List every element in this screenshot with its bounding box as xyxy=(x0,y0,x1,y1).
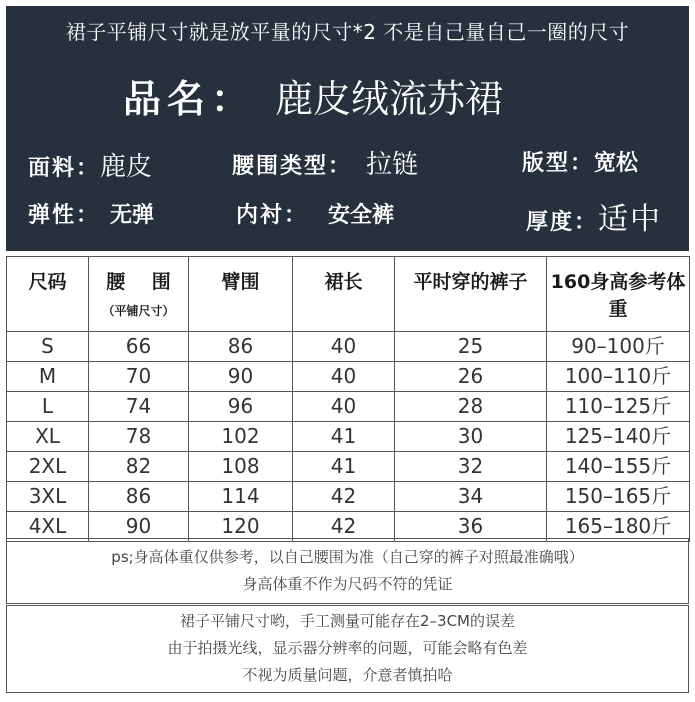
waist-cell: 66 xyxy=(89,332,189,362)
pants-cell: 34 xyxy=(395,482,547,512)
table-row xyxy=(7,512,690,542)
size-cell: XL xyxy=(7,422,89,452)
lining-value: 安全裤 xyxy=(328,203,395,228)
thickness-label: 厚度： xyxy=(526,210,599,235)
length-cell: 42 xyxy=(293,482,395,512)
hip-cell: 114 xyxy=(189,482,293,512)
waist-cell: 78 xyxy=(89,422,189,452)
waist-cell: 90 xyxy=(89,512,189,542)
waist-cell: 74 xyxy=(89,392,189,422)
product-header-panel xyxy=(6,6,689,251)
table-row xyxy=(7,362,690,392)
pants-cell: 25 xyxy=(395,332,547,362)
table-row xyxy=(7,452,690,482)
size-column-header: 尺码 xyxy=(7,257,89,332)
hip-cell: 86 xyxy=(189,332,293,362)
disclaimer-line: 不视为质量问题，介意者慎拍哈 xyxy=(242,666,453,684)
pants-size-column-header: 平时穿的裤子 xyxy=(395,257,547,332)
waist-column-header xyxy=(89,257,189,332)
product-name-label: 品名： xyxy=(123,77,256,121)
product-name xyxy=(123,68,503,123)
size-cell: 2XL xyxy=(7,452,89,482)
waist-cell: 82 xyxy=(89,452,189,482)
elasticity-value: 无弹 xyxy=(110,203,155,228)
pants-cell: 26 xyxy=(395,362,547,392)
length-cell: 41 xyxy=(293,422,395,452)
hip-cell: 90 xyxy=(189,362,293,392)
fabric-attribute xyxy=(28,146,152,183)
flat-measure-note: 裙子平铺尺寸就是放平量的尺寸*2 不是自己量自己一圈的尺寸 xyxy=(65,20,630,44)
waist-type-value: 拉链 xyxy=(366,150,419,180)
weight-cell: 100–110斤 xyxy=(547,362,690,392)
hip-cell: 120 xyxy=(189,512,293,542)
reference-note-line: 身高体重不作为尺码不符的凭证 xyxy=(242,575,453,593)
fit-label: 版型： xyxy=(522,151,595,176)
length-cell: 40 xyxy=(293,362,395,392)
fit-value: 宽松 xyxy=(594,151,639,176)
hip-cell: 96 xyxy=(189,392,293,422)
length-cell: 42 xyxy=(293,512,395,542)
disclaimer-line: 裙子平铺尺寸哟，手工测量可能存在2–3CM的误差 xyxy=(179,612,515,630)
size-cell: 3XL xyxy=(7,482,89,512)
elasticity-label: 弹性： xyxy=(28,203,101,228)
hip-cell: 102 xyxy=(189,422,293,452)
reference-note-line: ps;身高体重仅供参考，以自己腰围为准（自己穿的裤子对照最准确哦） xyxy=(111,548,584,566)
disclaimer-box xyxy=(6,605,689,693)
weight-cell: 90–100斤 xyxy=(547,332,690,362)
lining-attribute xyxy=(236,198,394,229)
fabric-value: 鹿皮 xyxy=(100,152,153,182)
waist-header-label: 腰 围 xyxy=(106,271,171,293)
length-cell: 40 xyxy=(293,332,395,362)
pants-cell: 36 xyxy=(395,512,547,542)
fit-attribute xyxy=(522,146,638,177)
pants-cell: 28 xyxy=(395,392,547,422)
waist-header-sublabel: （平铺尺寸） xyxy=(102,304,175,318)
size-cell: L xyxy=(7,392,89,422)
reference-weight-column-header: 160身高参考体重 xyxy=(547,257,690,332)
length-column-header: 裙长 xyxy=(293,257,395,332)
size-cell: 4XL xyxy=(7,512,89,542)
product-name-value: 鹿皮绒流苏裙 xyxy=(275,77,504,121)
size-cell: M xyxy=(7,362,89,392)
waist-cell: 70 xyxy=(89,362,189,392)
waist-cell: 86 xyxy=(89,482,189,512)
size-chart-header-row xyxy=(7,257,690,332)
size-chart-table xyxy=(6,256,690,542)
weight-cell: 165–180斤 xyxy=(547,512,690,542)
elasticity-attribute xyxy=(28,198,154,229)
weight-cell: 150–165斤 xyxy=(547,482,690,512)
weight-cell: 125–140斤 xyxy=(547,422,690,452)
pants-cell: 30 xyxy=(395,422,547,452)
disclaimer-line: 由于拍摄光线，显示器分辨率的问题，可能会略有色差 xyxy=(167,639,528,657)
thickness-value: 适中 xyxy=(598,202,663,237)
thickness-attribute xyxy=(526,194,662,238)
weight-cell: 110–125斤 xyxy=(547,392,690,422)
table-row xyxy=(7,482,690,512)
hip-cell: 108 xyxy=(189,452,293,482)
reference-note-box xyxy=(6,538,689,604)
table-row xyxy=(7,332,690,362)
hip-column-header: 臂围 xyxy=(189,257,293,332)
waist-type-label: 腰围类型： xyxy=(232,154,353,179)
length-cell: 41 xyxy=(293,452,395,482)
weight-cell: 140–155斤 xyxy=(547,452,690,482)
fabric-label: 面料： xyxy=(28,156,101,181)
pants-cell: 32 xyxy=(395,452,547,482)
table-row xyxy=(7,422,690,452)
waist-type-attribute xyxy=(232,144,418,181)
size-cell: S xyxy=(7,332,89,362)
lining-label: 内衬： xyxy=(236,203,309,228)
table-row xyxy=(7,392,690,422)
length-cell: 40 xyxy=(293,392,395,422)
